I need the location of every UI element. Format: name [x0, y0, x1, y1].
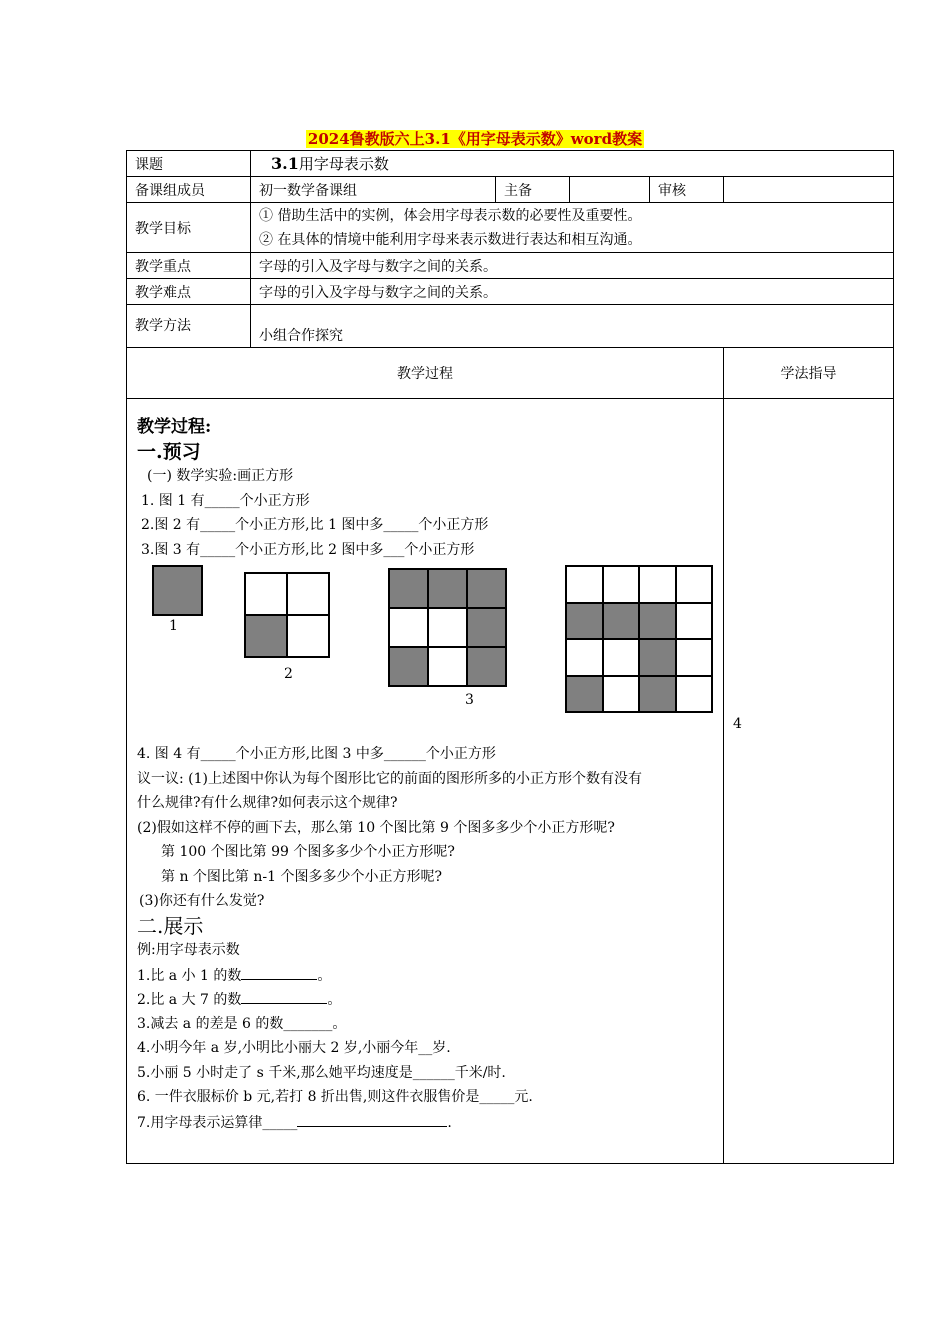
goal-item: ② 在具体的情境中能利用字母来表示数进行表达和相互沟通。: [259, 231, 642, 248]
figure-4-label: 4: [733, 716, 742, 732]
key-label: 教学重点: [127, 253, 251, 279]
method-label: 教学方法: [127, 305, 251, 348]
question-4: 4. 图 4 有_____个小正方形,比图 3 中多______个小正方形: [137, 746, 496, 762]
example-5: 5.小丽 5 小时走了 s 千米,那么她平均速度是______千米/时.: [137, 1064, 506, 1081]
figure-4: [565, 565, 713, 713]
example-6: 6. 一件衣服标价 b 元,若打 8 折出售,则这件衣服售价是_____元.: [137, 1089, 533, 1105]
goal-item: ① 借助生活中的实例，体会用字母表示数的必要性及重要性。: [259, 207, 642, 224]
process-heading: 教学过程:: [137, 417, 212, 437]
course-value: 3.1用字母表示数: [251, 151, 894, 177]
review-label: 审核: [650, 177, 724, 203]
figure-1-label: 1: [169, 618, 178, 634]
discuss-1b: 什么规律?有什么规律?如何表示这个规律?: [137, 795, 398, 811]
example-1: 1.比 a 小 1 的数 。: [137, 963, 713, 988]
discuss-1a: 议一议: (1)上述图中你认为每个图形比它的前面的图形所多的小正方形个数有没有: [137, 770, 642, 787]
lesson-plan-table: [126, 150, 894, 1164]
sub-heading: (一) 数学实验:画正方形: [147, 468, 294, 484]
members-label: 备课组成员: [127, 177, 251, 203]
members-value: 初一数学备课组: [251, 177, 496, 203]
guide-content: [724, 399, 894, 1164]
discuss-2: (2)假如这样不停的画下去，那么第 10 个图比第 9 个图多多少个小正方形呢?: [137, 819, 615, 836]
review-value: [724, 177, 894, 203]
question-2: 2.图 2 有_____个小正方形,比 1 图中多_____个小正方形: [141, 517, 489, 533]
document-title: [0, 128, 950, 149]
goal-value: [251, 203, 894, 253]
example-4: 4.小明今年 a 岁,小明比小丽大 2 岁,小丽今年__岁.: [137, 1040, 451, 1056]
question-1: 1. 图 1 有_____个小正方形: [141, 492, 310, 509]
difficult-label: 教学难点: [127, 279, 251, 305]
method-value: 小组合作探究: [251, 305, 894, 348]
figures-area: [137, 562, 742, 742]
document-title-text: 2024鲁教版六上3.1《用字母表示数》word教案: [307, 130, 643, 148]
discuss-2b: 第 100 个图比第 99 个图多多少个小正方形呢?: [161, 844, 455, 860]
example-7: 7.用字母表示运算律_____ .: [137, 1110, 713, 1135]
example-heading: 例:用字母表示数: [137, 942, 240, 958]
section-show: 二.展示: [137, 913, 204, 938]
process-content: [127, 399, 742, 1164]
figure-3-label: 3: [465, 692, 474, 708]
example-2: 2.比 a 大 7 的数 。: [137, 987, 713, 1012]
difficult-value: 字母的引入及字母与数字之间的关系。: [251, 279, 894, 305]
discuss-2c: 第 n 个图比第 n-1 个图多多少个小正方形呢?: [161, 868, 442, 885]
example-3: 3.减去 a 的差是 6 的数_______。: [137, 1015, 347, 1032]
lead-label: 主备: [496, 177, 570, 203]
figure-3: [388, 568, 507, 687]
figure-2-label: 2: [284, 666, 293, 682]
figure-1: [152, 565, 203, 616]
discuss-3: (3)你还有什么发觉?: [139, 893, 265, 909]
figure-2: [244, 572, 330, 658]
section-preview: 一.预习: [137, 440, 201, 463]
course-label: 课题: [127, 151, 251, 177]
process-header: 教学过程: [127, 348, 724, 399]
question-3: 3.图 3 有_____个小正方形,比 2 图中多___个小正方形: [141, 541, 475, 558]
key-value: 字母的引入及字母与数字之间的关系。: [251, 253, 894, 279]
goal-label: 教学目标: [127, 203, 251, 253]
lead-value: [570, 177, 650, 203]
guide-header: 学法指导: [724, 348, 894, 399]
